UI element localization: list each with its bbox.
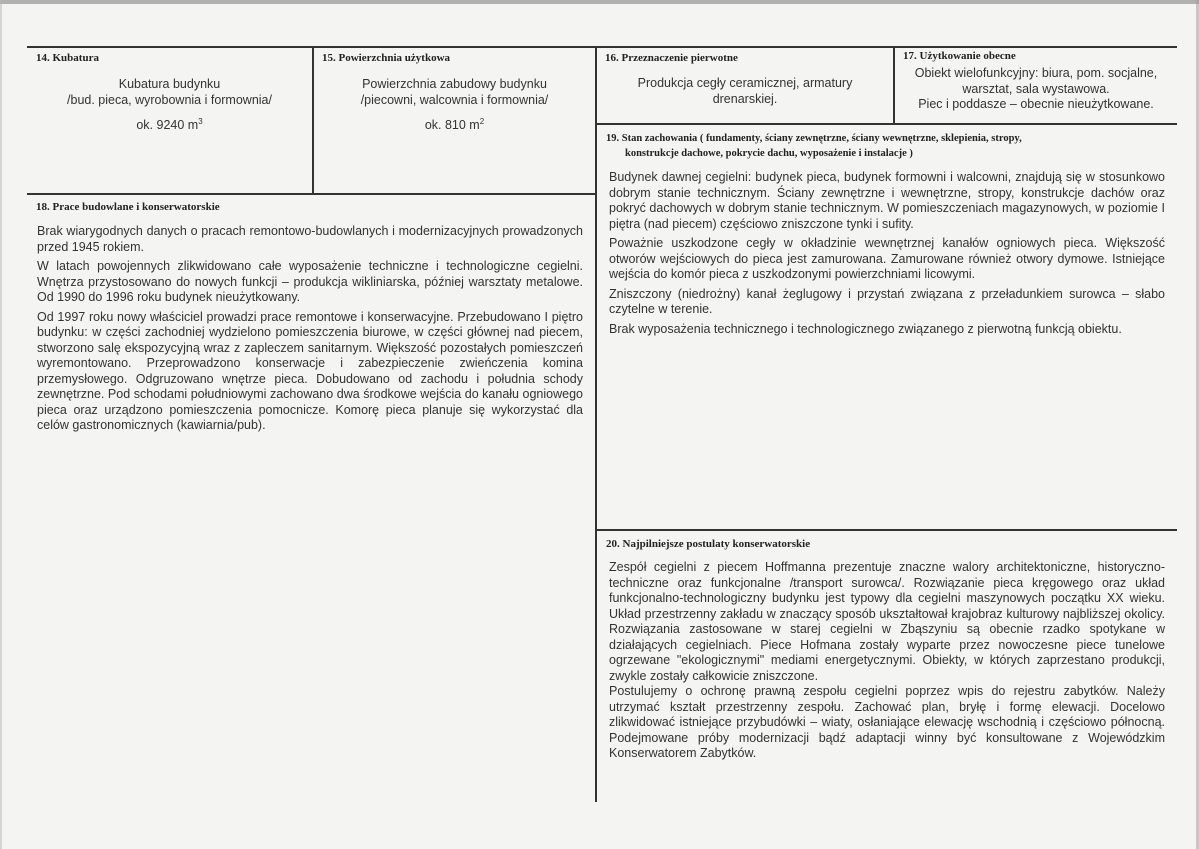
section-20-conservation-postulates — [597, 531, 1177, 801]
section-19-paragraph-4: Brak wyposażenia technicznego i technologicznego związanego z pierwotną funkcją obiektu. — [609, 321, 1122, 336]
section-20-header: 20. Najpilniejsze postulaty konserwatorskie — [606, 538, 811, 550]
scan-left-edge — [0, 0, 2, 849]
section-18-paragraph-2: W latach powojennych zlikwidowano całe wyposażenie techniczne i technologiczne cegielni. Wnętrza przystosowano do nowych funkcji – produkcja wikliniarska, później warsztaty metalowe. Od 1990 do 1996 roku budynek nieużytkowany. — [37, 259, 583, 304]
section-14-line2: /bud. pieca, wyrobownia i formownia/ — [67, 92, 272, 107]
section-20-paragraph-1: Zespół cegielni z piecem Hoffmanna prezentuje znaczne walory architektoniczne, historyczno-techniczne oraz funkcjonalne /transport surowca/. Rozwiązanie pieca kręgowego oraz układ funkcjonalno-technologiczny budynku jest typowy dla cegielni maszynowych początku XX wieku. Układ przestrzenny zakładu w znaczący sposób ukształtował krajobraz kulturowy najbliższej okolicy. Rozwiązania zastosowane w starej cegielni w Zbąszyniu są obecnie rzadko spotykane w działających cegielniach. Piece Hofmana zostały wyparte przez nowoczesne piece tunelowe ogrzewane "ekologicznymi" mediami energetycznymi. Obiekty, w których zaprzestano produkcji, zwykle zostały całkowicie zniszczone. — [609, 560, 1165, 683]
section-14-value-row — [27, 114, 312, 134]
section-15-unit-exponent: 2 — [479, 117, 485, 126]
section-14-content — [27, 77, 312, 134]
section-17-header: 17. Użytkowanie obecne — [903, 50, 1016, 62]
section-14-value: ok. 9240 m — [136, 118, 199, 133]
section-15-header: 15. Powierzchnia użytkowa — [322, 52, 451, 64]
section-15-content — [314, 77, 595, 134]
section-18-header: 18. Prace budowlane i konserwatorskie — [36, 201, 220, 213]
section-14-header: 14. Kubatura — [36, 52, 99, 64]
section-15-value: ok. 810 m — [424, 118, 480, 133]
section-17-current-use — [895, 46, 1177, 123]
section-15-usable-area — [314, 46, 595, 193]
section-18-text — [37, 224, 583, 434]
section-16-original-purpose — [597, 46, 893, 123]
section-15-line2: /piecowni, walcownia i formownia/ — [360, 92, 549, 107]
section-17-line1: Obiekt wielofunkcyjny: biura, pom. socjalne, — [914, 66, 1158, 80]
section-16-content — [597, 76, 893, 107]
section-16-header: 16. Przeznaczenie pierwotne — [605, 52, 738, 64]
section-19-state-of-preservation — [597, 125, 1177, 529]
section-19-paragraph-1: Budynek dawnej cegielni: budynek pieca, budynek formowni i walcowni, znajdują się w stosunkowo dobrym stanie technicznym. Ściany zewnętrzne i wewnętrzne, stropy, konstrukcje dachów oraz pokryć dachowych w dobrym stanie technicznym. W pomieszczeniach magazynowych, w poziomie I piętra (nad piecem) częściowo zniszczone tynki i sufity. — [609, 170, 1165, 231]
section-20-paragraph-2: Postulujemy o ochronę prawną zespołu cegielni poprzez wpis do rejestru zabytków. Należy utrzymać kształt przestrzenny zespołu. Zachować plan, bryłę i formę elewacji. Docelowo zlikwidować istniejące przybudówki – wiaty, osłaniające elewację wschodnią i częściowo północną. Podejmowane próby modernizacji bądź adaptacji winny być konsultowane z Wojewódzkim Konserwatorem Zabytków. — [609, 684, 1165, 760]
section-17-content — [895, 66, 1177, 113]
section-19-paragraph-2: Poważnie uszkodzone cegły w okładzinie wewnętrznej kanałów ogniowych pieca. Większość otworów wejściowych do pieca jest zamurowana. Zamurowane również otwory dymowe. Istniejące wejścia do komór pieca z uszkodzonymi powierzchniami licowymi. — [609, 236, 1165, 281]
section-16-line2: drenarskiej. — [712, 91, 778, 106]
scan-top-band — [0, 0, 1199, 4]
section-20-text — [609, 560, 1165, 762]
section-18-construction-works — [27, 195, 595, 595]
section-14-line1: Kubatura budynku — [118, 77, 221, 91]
section-17-line2: warsztat, sala wystawowa. — [962, 81, 1110, 96]
section-15-value-row — [314, 114, 595, 134]
section-18-paragraph-3: Od 1997 roku nowy właściciel prowadzi prace remontowe i konserwacyjne. Przebudowano I piętro budynku: w części zachodniej wydzielono pomieszczenia biurowe, w części głównej nad piecem, stworzono salę ekspozycyjną wraz z zapleczem sanitarnym. Większość pozostałych pomieszczeń wyremontowano. Przeprowadzono konserwacje i zabezpieczenie zwieńczenia komina przemysłowego. Odgruzowano wnętrze pieca. Dobudowano od zachodu i południa schody zewnętrzne. Pod schodami południowymi zachowano dwa środkowe wejścia do kanału ogniowego pieca oraz urządzono pomieszczenia pomocnicze. Komorę pieca planuje się wykorzystać dla celów gastronomicznych (kawiarnia/pub). — [37, 309, 583, 432]
section-19-header-line1: 19. Stan zachowania ( fundamenty, ściany zewnętrzne, ściany wewnętrzne, sklepienia, stropy, — [606, 133, 1022, 144]
section-18-paragraph-1: Brak wiarygodnych danych o pracach remontowo-budowlanych i modernizacyjnych prowadzonych przed 1945 rokiem. — [37, 224, 583, 254]
section-19-header-line2: konstrukcje dachowe, pokrycie dachu, wyposażenie i instalacje ) — [625, 148, 913, 159]
section-19-paragraph-3: Zniszczony (niedrożny) kanał żeglugowy i przystań związana z przeładunkiem surowca – słabo czytelne w terenie. — [609, 286, 1165, 316]
section-17-line3: Piec i poddasze – obecnie nieużytkowane. — [918, 97, 1154, 111]
section-19-text — [609, 170, 1165, 337]
section-14-unit-exponent: 3 — [198, 117, 203, 126]
section-15-line1: Powierzchnia zabudowy budynku — [362, 77, 547, 91]
section-16-line1: Produkcja cegły ceramicznej, armatury — [637, 76, 853, 90]
section-14-cubature — [27, 46, 312, 193]
